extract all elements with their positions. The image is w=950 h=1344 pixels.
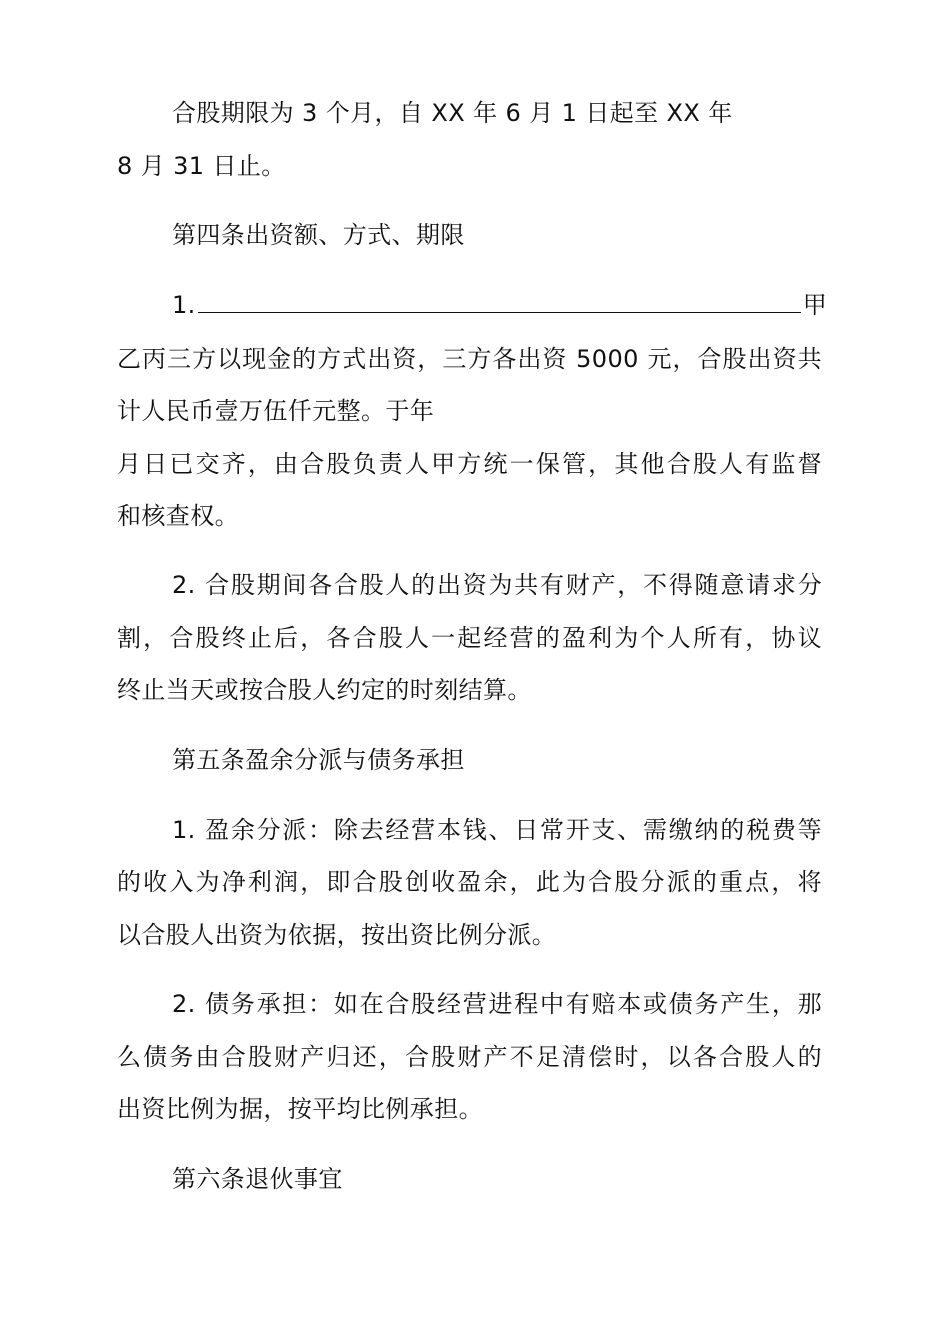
- contribution-item-1-line: [172, 288, 827, 321]
- debt-bearing-line-3: 出资比例为据，按平均比例承担。: [117, 1095, 483, 1123]
- profit-distribution-line-3: 以合股人出资为依据，按出资比例分派。: [117, 921, 557, 949]
- term-line-1: 合股期限为 3 个月，自 XX 年 6 月 1 日起至 XX 年: [172, 99, 733, 127]
- fill-in-blank[interactable]: [198, 288, 801, 313]
- contribution-line-1: 乙丙三方以现金的方式出资，三方各出资 5000 元，合股出资共: [117, 345, 822, 373]
- contribution-line-2: 计人民币壹万伍仟元整。于年: [117, 397, 435, 425]
- joint-property-line-2: 割，合股终止后，各合股人一起经营的盈利为个人所有，协议: [117, 624, 822, 652]
- contribution-line-4: 和核查权。: [117, 502, 239, 530]
- joint-property-line-1: 2. 合股期间各合股人的出资为共有财产，不得随意请求分: [172, 571, 822, 599]
- joint-property-line-3: 终止当天或按合股人约定的时刻结算。: [117, 676, 532, 704]
- item-number: 1.: [172, 291, 196, 319]
- debt-bearing-line-1: 2. 债务承担：如在合股经营进程中有赔本或债务产生，那: [172, 990, 822, 1018]
- profit-distribution-line-2: 的收入为净利润，即合股创收盈余，此为合股分派的重点，将: [117, 868, 822, 896]
- article-4-heading: 第四条出资额、方式、期限: [172, 221, 465, 249]
- article-6-heading: 第六条退伙事宜: [172, 1165, 343, 1193]
- term-line-2: 8 月 31 日止。: [117, 152, 286, 180]
- contribution-line-3: 月日已交齐，由合股负责人甲方统一保管，其他合股人有监督: [117, 450, 822, 478]
- article-5-heading: 第五条盈余分派与债务承担: [172, 746, 465, 774]
- debt-bearing-line-2: 么债务由合股财产归还，合股财产不足清偿时，以各合股人的: [117, 1043, 822, 1071]
- blank-suffix: 甲: [802, 291, 828, 319]
- profit-distribution-line-1: 1. 盈余分派：除去经营本钱、日常开支、需缴纳的税费等: [172, 816, 822, 844]
